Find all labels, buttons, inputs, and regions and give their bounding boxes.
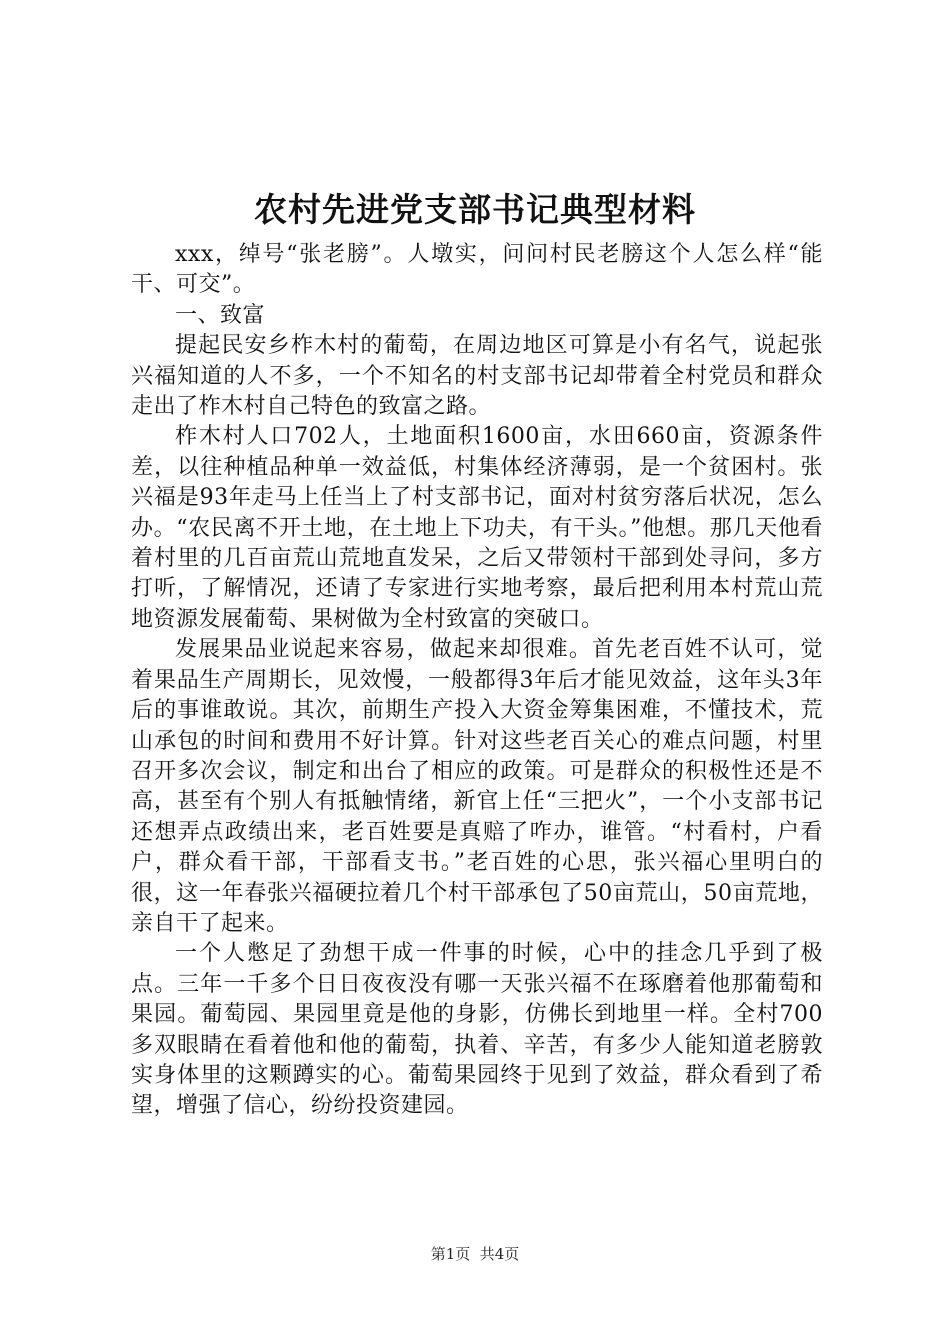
section-heading: 一、致富 bbox=[175, 302, 266, 328]
paragraph: 一个人憋足了劲想干成一件事的时候，心中的挂念几乎到了极点。三年一千多个日日夜夜没有哪一天张兴福不在琢磨着他那葡萄和果园。葡萄园、果园里竟是他的身影，仿佛长到地里一样。全村700多双眼睛在看着他和他的葡萄，执着、辛苦，有多少人能知道老膀敦实身体里的这颗蹲实的心。葡萄果园终于见到了效益，群众看到了希望，增强了信心，纷纷投资建园。 bbox=[131, 941, 823, 1119]
document-body bbox=[131, 240, 823, 1122]
paragraph: 提起民安乡柞木村的葡萄，在周边地区可算是小有名气，说起张兴福知道的人不多，一个不知名的村支部书记却带着全村党员和群众走出了柞木村自己特色的致富之路。 bbox=[131, 333, 823, 420]
paragraph: 柞木村人口702人，土地面积1600亩，水田660亩，资源条件差，以往种植品种单一效益低，村集体经济薄弱，是一个贫困村。张兴福是93年走马上任当上了村支部书记，面对村贫穷落后状况，怎么办。“农民离不开土地，在土地上下功夫，有干头。”他想。那几天他看着村里的几百亩荒山荒地直发呆，之后又带领村干部到处寻问，多方打听，了解情况，还请了专家进行实地考察，最后把利用本村荒山荒地资源发展葡萄、果树做为全村致富的突破口。 bbox=[131, 424, 823, 632]
page-number: 第1页 共4页 bbox=[430, 1245, 520, 1263]
paragraph-intro: xxx，绰号“张老膀”。人墩实，问问村民老膀这个人怎么样“能干、可交”。 bbox=[131, 242, 823, 298]
document-title: 农村先进党支部书记典型材料 bbox=[254, 190, 696, 229]
page-footer bbox=[0, 1244, 950, 1264]
paragraph: 发展果品业说起来容易，做起来却很难。首先老百姓不认可，觉着果品生产周期长，见效慢，一般都得3年后才能见效益，这年头3年后的事谁敢说。其次，前期生产投入大资金筹集困难，不懂技术，荒山承包的时间和费用不好计算。针对这些老百关心的难点问题，村里召开多次会议，制定和出台了相应的政策。可是群众的积极性还是不高，甚至有个别人有抵触情绪，新官上任“三把火”，一个小支部书记还想弄点政绩出来，老百姓要是真赔了咋办，谁管。“村看村，户看户，群众看干部，干部看支书。”老百姓的心思，张兴福心里明白的很，这一年春张兴福硬拉着几个村干部承包了50亩荒山，50亩荒地，亲自干了起来。 bbox=[131, 637, 823, 936]
